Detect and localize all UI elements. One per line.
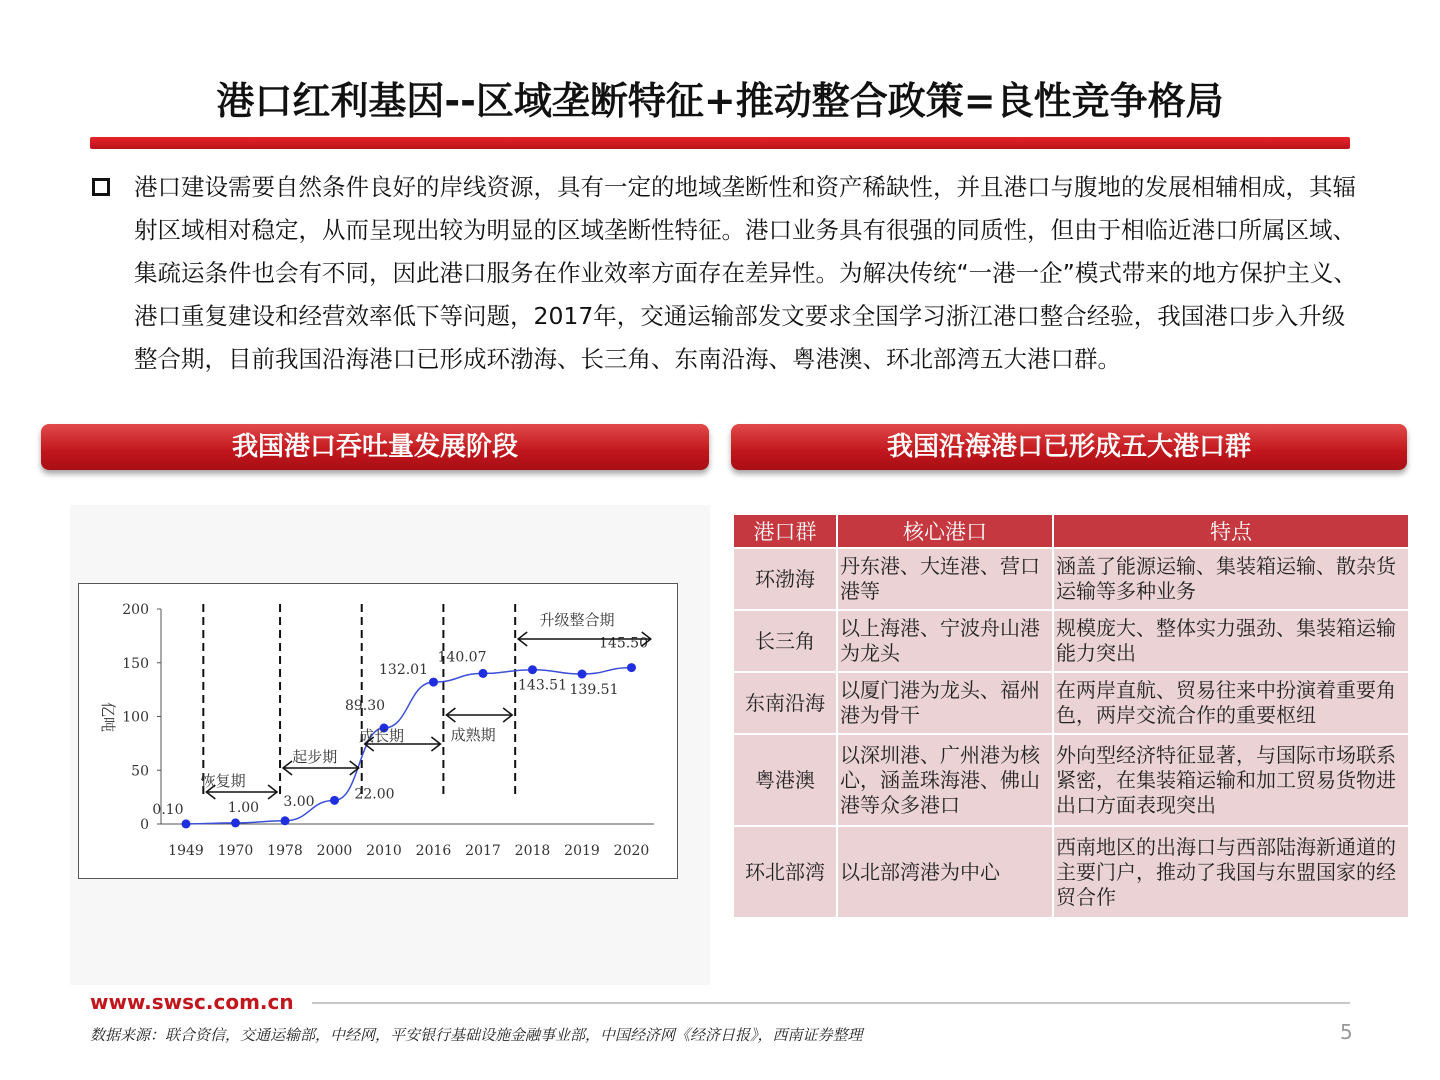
table-row — [733, 548, 1409, 610]
x-tick-label: 2010 — [366, 843, 402, 859]
x-tick-label: 1978 — [267, 843, 303, 859]
data-point — [330, 796, 339, 805]
stage-label: 升级整合期 — [539, 611, 615, 629]
cell-group: 环渤海 — [733, 548, 837, 610]
cell-ports: 以深圳港、广州港为核心，涵盖珠海港、佛山港等众多港口 — [837, 734, 1053, 826]
y-tick-label: 200 — [122, 602, 149, 618]
throughput-chart-frame — [78, 583, 678, 879]
cell-group: 东南沿海 — [733, 672, 837, 734]
table-row — [733, 734, 1409, 826]
cell-ports: 丹东港、大连港、营口港等 — [837, 548, 1053, 610]
cell-group: 环北部湾 — [733, 826, 837, 918]
data-point — [479, 669, 488, 678]
title-underline-bar — [90, 137, 1350, 149]
cell-group: 粤港澳 — [733, 734, 837, 826]
stage-label: 成长期 — [359, 727, 405, 745]
cell-ports: 以上海港、宁波舟山港为龙头 — [837, 610, 1053, 672]
data-label: 3.00 — [283, 793, 315, 810]
data-point — [429, 678, 438, 687]
x-tick-label: 2017 — [465, 843, 501, 859]
cell-feature: 外向型经济特征显著，与国际市场联系紧密，在集装箱运输和加工贸易货物进出口方面表现突出 — [1053, 734, 1409, 826]
x-tick-label: 2019 — [564, 843, 600, 859]
table-row — [733, 672, 1409, 734]
y-tick-label: 0 — [140, 817, 149, 833]
cell-feature: 涵盖了能源运输、集装箱运输、散杂货运输等多种业务 — [1053, 548, 1409, 610]
data-label: 1.00 — [227, 799, 260, 816]
x-tick-label: 1949 — [168, 843, 204, 859]
y-axis-label: 亿吨 — [99, 701, 117, 733]
header-feature: 特点 — [1053, 514, 1409, 548]
intro-paragraph: 港口建设需要自然条件良好的岸线资源，具有一定的地域垄断性和资产稀缺性，并且港口与腹地的发展相辅相成，其辐射区域相对稳定，从而呈现出较为明显的区域垄断性特征。港口业务具有很强的同质性，但由于相临近港口所属区域、集疏运条件也会有不同，因此港口服务在作业效率方面存在差异性。为解决传统“一港一企”模式带来的地方保护主义、港口重复建设和经营效率低下等问题，2017年，交通运输部发文要求全国学习浙江港口整合经验，我国港口步入升级整合期，目前我国沿海港口已形成环渤海、长三角、东南沿海、粤港澳、环北部湾五大港口群。 — [134, 173, 1357, 373]
data-label: 143.51 — [518, 677, 567, 694]
stage-label: 恢复期 — [200, 772, 246, 790]
x-tick-label: 1970 — [217, 843, 254, 859]
data-label: 22.00 — [354, 786, 395, 803]
right-section-header: 我国沿海港口已形成五大港口群 — [731, 424, 1407, 470]
y-tick-label: 100 — [122, 709, 149, 726]
data-label: 0.10 — [152, 801, 184, 818]
header-group: 港口群 — [733, 514, 837, 548]
data-label: 140.07 — [437, 649, 487, 666]
cell-ports: 以北部湾港为中心 — [837, 826, 1053, 918]
stage-label: 起步期 — [292, 748, 338, 766]
x-tick-label: 2020 — [613, 843, 650, 859]
data-label: 89.30 — [344, 698, 386, 715]
table-row — [733, 826, 1409, 918]
header-ports: 核心港口 — [837, 514, 1053, 548]
data-point — [528, 665, 537, 674]
cell-feature: 西南地区的出海口与西部陆海新通道的主要门户，推动了我国与东盟国家的经贸合作 — [1053, 826, 1409, 918]
y-tick-label: 50 — [131, 763, 149, 780]
data-label: 139.51 — [569, 682, 619, 699]
data-label: 132.01 — [379, 662, 428, 679]
table-row — [733, 610, 1409, 672]
footer-website-link[interactable]: www.swsc.com.cn — [90, 990, 294, 1014]
page-title: 港口红利基因--区域垄断特征+推动整合政策=良性竞争格局 — [216, 79, 1224, 123]
page-number: 5 — [1340, 1020, 1353, 1044]
cell-group: 长三角 — [733, 610, 837, 672]
port-clusters-table — [732, 513, 1410, 919]
left-section-header: 我国港口吞吐量发展阶段 — [41, 424, 709, 470]
table-header-row — [733, 514, 1409, 548]
data-point — [627, 663, 636, 672]
data-label: 145.50 — [599, 635, 648, 652]
x-tick-label: 2016 — [415, 843, 452, 859]
data-point — [578, 670, 587, 679]
y-tick-label: 150 — [122, 655, 149, 672]
cell-feature: 在两岸直航、贸易往来中扮演着重要角色，两岸交流合作的重要枢纽 — [1053, 672, 1409, 734]
cell-feature: 规模庞大、整体实力强劲、集装箱运输能力突出 — [1053, 610, 1409, 672]
bullet-square-icon — [92, 178, 110, 196]
data-source-note: 数据来源：联合资信，交通运输部，中经网，平安银行基础设施金融事业部，中国经济网《经济日报》，西南证券整理 — [90, 1026, 863, 1044]
x-tick-label: 2000 — [316, 843, 353, 859]
footer-divider — [312, 1002, 1350, 1004]
throughput-line-chart — [79, 584, 677, 878]
data-point — [182, 819, 191, 828]
x-tick-label: 2018 — [514, 843, 551, 859]
data-point — [281, 816, 290, 825]
cell-ports: 以厦门港为龙头、福州港为骨干 — [837, 672, 1053, 734]
data-point — [231, 818, 240, 827]
stage-label: 成熟期 — [450, 726, 496, 744]
